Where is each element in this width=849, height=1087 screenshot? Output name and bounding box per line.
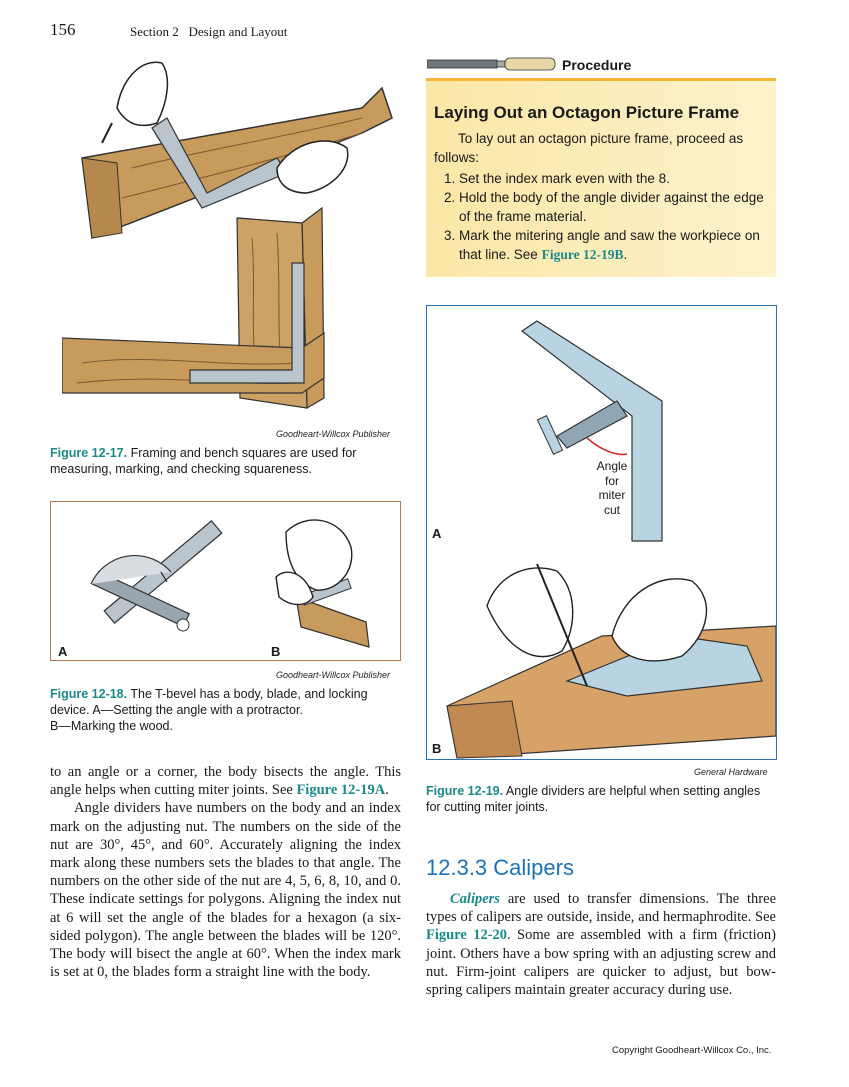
procedure-step-2: 2. Hold the body of the angle divider against the edge of the frame material. xyxy=(459,188,766,226)
figure-12-19a-link[interactable]: Figure 12-19A xyxy=(296,782,386,799)
procedure-tag: Procedure xyxy=(562,57,632,73)
section-title: Design and Layout xyxy=(188,24,288,39)
procedure-steps xyxy=(434,169,766,264)
annotation-line-1: Angle xyxy=(596,459,628,473)
figure-12-17-caption xyxy=(50,445,402,477)
figure-12-18-label: Figure 12-18. xyxy=(50,687,128,701)
calipers-paragraph xyxy=(426,890,776,999)
figure-12-18-illustration xyxy=(51,502,400,660)
figure-12-19-label: Figure 12-19. xyxy=(426,784,504,798)
figure-12-18-label-a: A xyxy=(58,644,68,659)
left-paragraph-2: Angle dividers have numbers on the body and an index mark on the adjusting nut. The numbers on the side of the nut are 30°, 45°, and 60°. Accurately aligning the index mark along these numbers sets the blades to that angle. The numbers on the other side of the nut are 4, 5, 6, 8, 10, and 0. These indicate settings for polygons. Aligning the index nut at 6 will set the angle of the blades for a hexagon (a six-sided polygon). The angle between the blades will be 120°. The body will bisect the angle at 60°. When the index mark is set at 0, the blades form a straight line with the body. xyxy=(50,800,401,981)
figure-12-17-illustration xyxy=(62,48,402,428)
figure-12-18-caption-line1: The T-bevel has a body, blade, and locking device. A—Setting the angle with a protractor. xyxy=(50,687,368,717)
figure-12-17-caption-text: Framing and bench squares are used for measuring, marking, and checking squareness. xyxy=(50,446,357,476)
procedure-title: Laying Out an Octagon Picture Frame xyxy=(434,103,740,122)
left-column-text xyxy=(50,763,401,981)
annotation-line-4: cut xyxy=(603,502,620,517)
figure-12-17-label: Figure 12-17. xyxy=(50,446,128,460)
left-paragraph-1 xyxy=(50,763,401,799)
figure-12-20-link[interactable]: Figure 12-20 xyxy=(426,927,508,944)
figure-12-19-illustration xyxy=(427,306,776,759)
calipers-text-start: are used to transfer dimensions. The three types of calipers are outside, inside, and hermaphrodite. See xyxy=(426,891,777,926)
figure-12-19-frame xyxy=(426,305,777,760)
procedure-box xyxy=(426,78,776,277)
procedure-step-3 xyxy=(459,226,766,264)
figure-12-18-credit: Goodheart-Willcox Publisher xyxy=(276,670,390,680)
hand-left-b-icon xyxy=(487,568,573,657)
section-label: Section 2 xyxy=(130,24,179,39)
procedure-intro: To lay out an octagon picture frame, proceed as follows: xyxy=(434,131,744,165)
procedure-step-1: 1. Set the index mark even with the 8. xyxy=(459,169,766,188)
running-header xyxy=(130,24,287,40)
angle-divider-body xyxy=(557,401,627,448)
hand-left-icon xyxy=(117,62,167,125)
wood-board-end xyxy=(82,158,122,238)
procedure-step-3-end: . xyxy=(623,247,628,262)
chisel-icon xyxy=(427,56,557,72)
figure-12-19-caption-text: Angle dividers are helpful when setting angles for cutting miter joints. xyxy=(426,784,761,814)
calipers-text xyxy=(426,890,776,999)
figure-12-19-label-b: B xyxy=(432,741,442,756)
figure-12-19-label-a: A xyxy=(432,526,442,541)
left-p1-text: to an angle or a corner, the body bisects the angle. This angle helps when cutting miter joints. See xyxy=(50,764,401,799)
calipers-heading: 12.3.3 Calipers xyxy=(426,855,574,880)
procedure-body xyxy=(426,129,776,264)
figure-12-19-caption xyxy=(426,783,776,815)
figure-12-17-credit: Goodheart-Willcox Publisher xyxy=(276,429,390,439)
left-p1-end: . xyxy=(385,782,389,799)
figure-12-19b-link[interactable]: Figure 12-19B xyxy=(541,247,624,262)
page-number: 156 xyxy=(50,20,76,39)
figure-12-18-frame xyxy=(50,501,401,661)
annotation-line-2: for xyxy=(604,473,619,488)
calipers-term: Calipers xyxy=(450,891,500,907)
figure-12-19-credit: General Hardware xyxy=(694,767,768,777)
annotation-line-3: miter xyxy=(598,488,626,502)
figure-12-18-label-b: B xyxy=(271,644,281,659)
figure-12-18-caption xyxy=(50,686,395,734)
angle-annotation xyxy=(587,459,637,517)
procedure-step-3-text: Mark the mitering angle and saw the workpiece on that line. See xyxy=(459,228,760,262)
figure-12-18-caption-line2: B—Marking the wood. xyxy=(50,719,173,733)
miter-angle-arrow xyxy=(587,438,627,454)
calipers-text-end: . Some are assembled with a firm (friction) joint. Others have a bow spring with an adjusting screw and nut. Firm-joint calipers are quicker to adjust, but bow-spring calipers maintain greater accuracy during use. xyxy=(426,927,776,999)
copyright: Copyright Goodheart-Willcox Co., Inc. xyxy=(612,1045,772,1056)
